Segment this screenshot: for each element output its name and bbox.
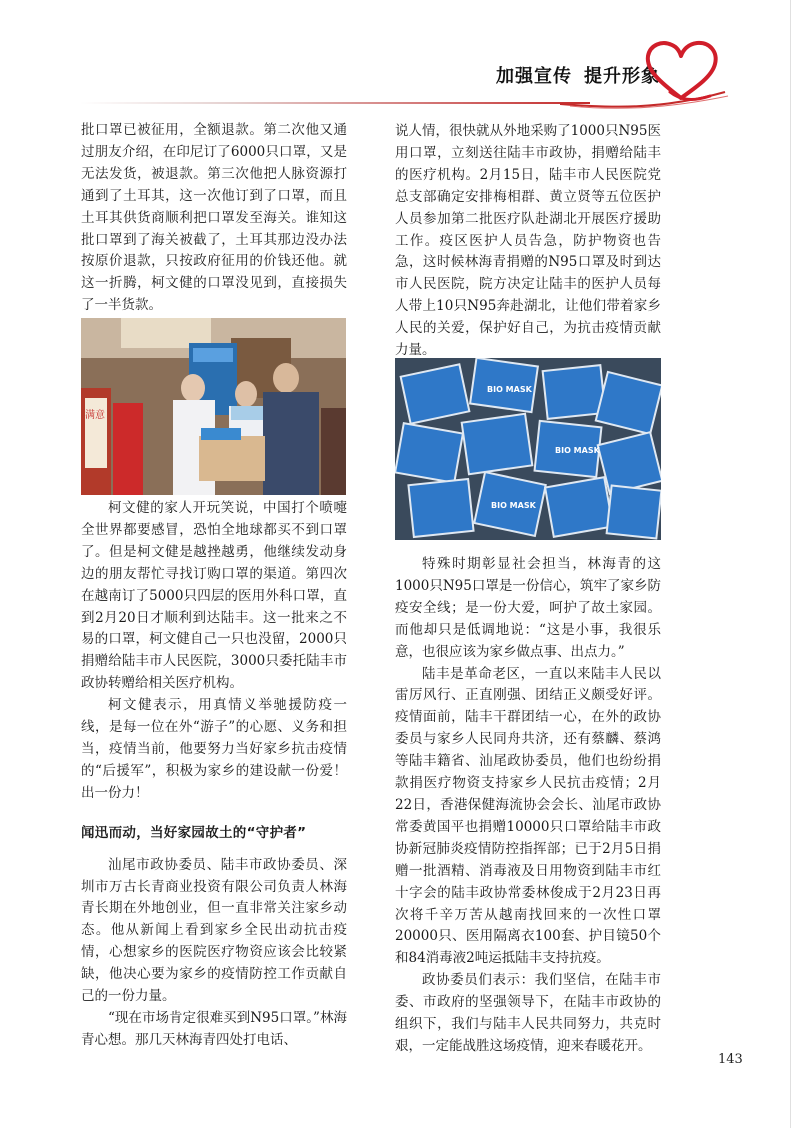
page-number: 143 — [718, 1052, 743, 1067]
left-text-column-continued — [81, 498, 347, 1052]
left-text-column — [81, 120, 347, 317]
header-rule — [80, 102, 590, 104]
crop-marks-decoration — [790, 0, 800, 1128]
right-paragraph-1: 说人情，很快就从外地采购了1000只N95医用口罩，立刻送往陆丰市政协，捐赠给陆丰的医疗机构。2月15日，陆丰市人民医院党总支部确定安排梅相群、黄立贤等五位医护人员参加第二批医疗队赴湖北开展医疗援助工作。疫区医护人员告急，防护物资也告急，这时候林海青捐赠的N95口罩及时到达市人民医院，院方决定让陆丰的医护人员每人带上10只N95奔赴湖北，让他们带着家乡人民的关爱，保护好自己，为抗击疫情贡献力量。 — [395, 123, 661, 359]
right-paragraph-2: 特殊时期彰显社会担当，林海青的这1000只N95口罩是一份信心，筑牢了家乡防疫安全线；是一份大爱，呵护了故土家园。而他却只是低调地说：“这是小事，我很乐意，也很应该为家乡做点事、出点力。” — [395, 556, 661, 660]
photo-n95-masks — [395, 358, 661, 540]
header-title-part1: 加强宣传 — [496, 66, 572, 87]
header-title-part2: 提升形象 — [584, 66, 660, 87]
mask-label: BIO MASK — [487, 385, 532, 394]
right-text-column — [395, 121, 661, 362]
mask-label: BIO MASK — [491, 501, 536, 510]
mask-label: BIO MASK — [555, 446, 600, 455]
right-text-column-continued — [395, 554, 661, 1058]
photo-mask-donation — [81, 318, 346, 495]
heart-logo-icon — [640, 36, 722, 106]
section-heading: 闻迅而动，当好家园故土的“守护者” — [81, 824, 307, 841]
sign-text: 满意 — [85, 410, 105, 421]
left-paragraph-2: 柯文健的家人开玩笑说，中国打个喷嚏全世界都要感冒，恐怕全地球都买不到口罩了。但是柯文健是越挫越勇，他继续发动身边的朋友帮忙寻找订购口罩的渠道。第四次在越南订了5000只四层的医用外科口罩，直到2月20日才顺利到达陆丰。这一批来之不易的口罩，柯文健自己一只也没留，2000只捐赠给陆丰市人民医院，3000只委托陆丰市政协转赠给相关医疗机构。 — [81, 500, 347, 692]
left-paragraph-1: 批口罩已被征用，全额退款。第二次他又通过朋友介绍，在印尼订了6000只口罩，又是无法发货，被退款。第三次他把人脉资源打通到了土耳其，这一次他订到了口罩，而且土耳其供货商顺利把口罩发至海关。谁知这批口罩到了海关被截了，土耳其那边没办法按原价退款，只按政府征用的价钱还他。就这一折腾，柯文健的口罩没见到，直接损失了一半货款。 — [81, 122, 347, 314]
right-paragraph-3: 陆丰是革命老区，一直以来陆丰人民以雷厉风行、正直刚强、团结正义颇受好评。疫情面前，陆丰干群团结一心，在外的政协委员与家乡人民同舟共济，还有蔡麟、蔡鸿等陆丰籍省、汕尾政协委员，他们也纷纷捐款捐医疗物资支持家乡人民抗击疫情；2月22日，香港保健海流协会会长、汕尾市政协常委黄国平也捐赠10000只口罩给陆丰市政协新冠肺炎疫情防控指挥部；已于2月5日捐赠一批酒精、消毒液及日用物资到陆丰市红十字会的陆丰政协常委林俊成于2月23日再次将千辛万苦从越南找回来的一次性口罩20000只、医用隔离衣100套、护目镜50个和84消毒液2吨运抵陆丰支持抗疫。 — [395, 665, 661, 967]
left-paragraph-4: 汕尾市政协委员、陆丰市政协委员、深圳市万古长青商业投资有限公司负责人林海青长期在外地创业，但一直非常关注家乡动态。他从新闻上看到家乡全民出动抗击疫情，心想家乡的医院医疗物资应该会比较紧缺，他决心要为家乡的疫情防控工作贡献自己的一份力量。 — [81, 856, 347, 1005]
left-paragraph-3: 柯文健表示，用真情义举驰援防疫一线，是每一位在外“游子”的心愿、义务和担当，疫情当前，他要努力当好家乡抗击疫情的“后援军”，积极为家乡的建设献一份爱！出一份力！ — [81, 697, 347, 801]
right-paragraph-4: 政协委员们表示：我们坚信，在陆丰市委、市政府的坚强领导下，在陆丰市政协的组织下，我们与陆丰人民共同努力，共克时艰，一定能战胜这场疫情，迎来春暖花开。 — [395, 972, 661, 1054]
left-paragraph-5: “现在市场肯定很难买到N95口罩。”林海青心想。那几天林海青四处打电话、 — [81, 1009, 347, 1048]
